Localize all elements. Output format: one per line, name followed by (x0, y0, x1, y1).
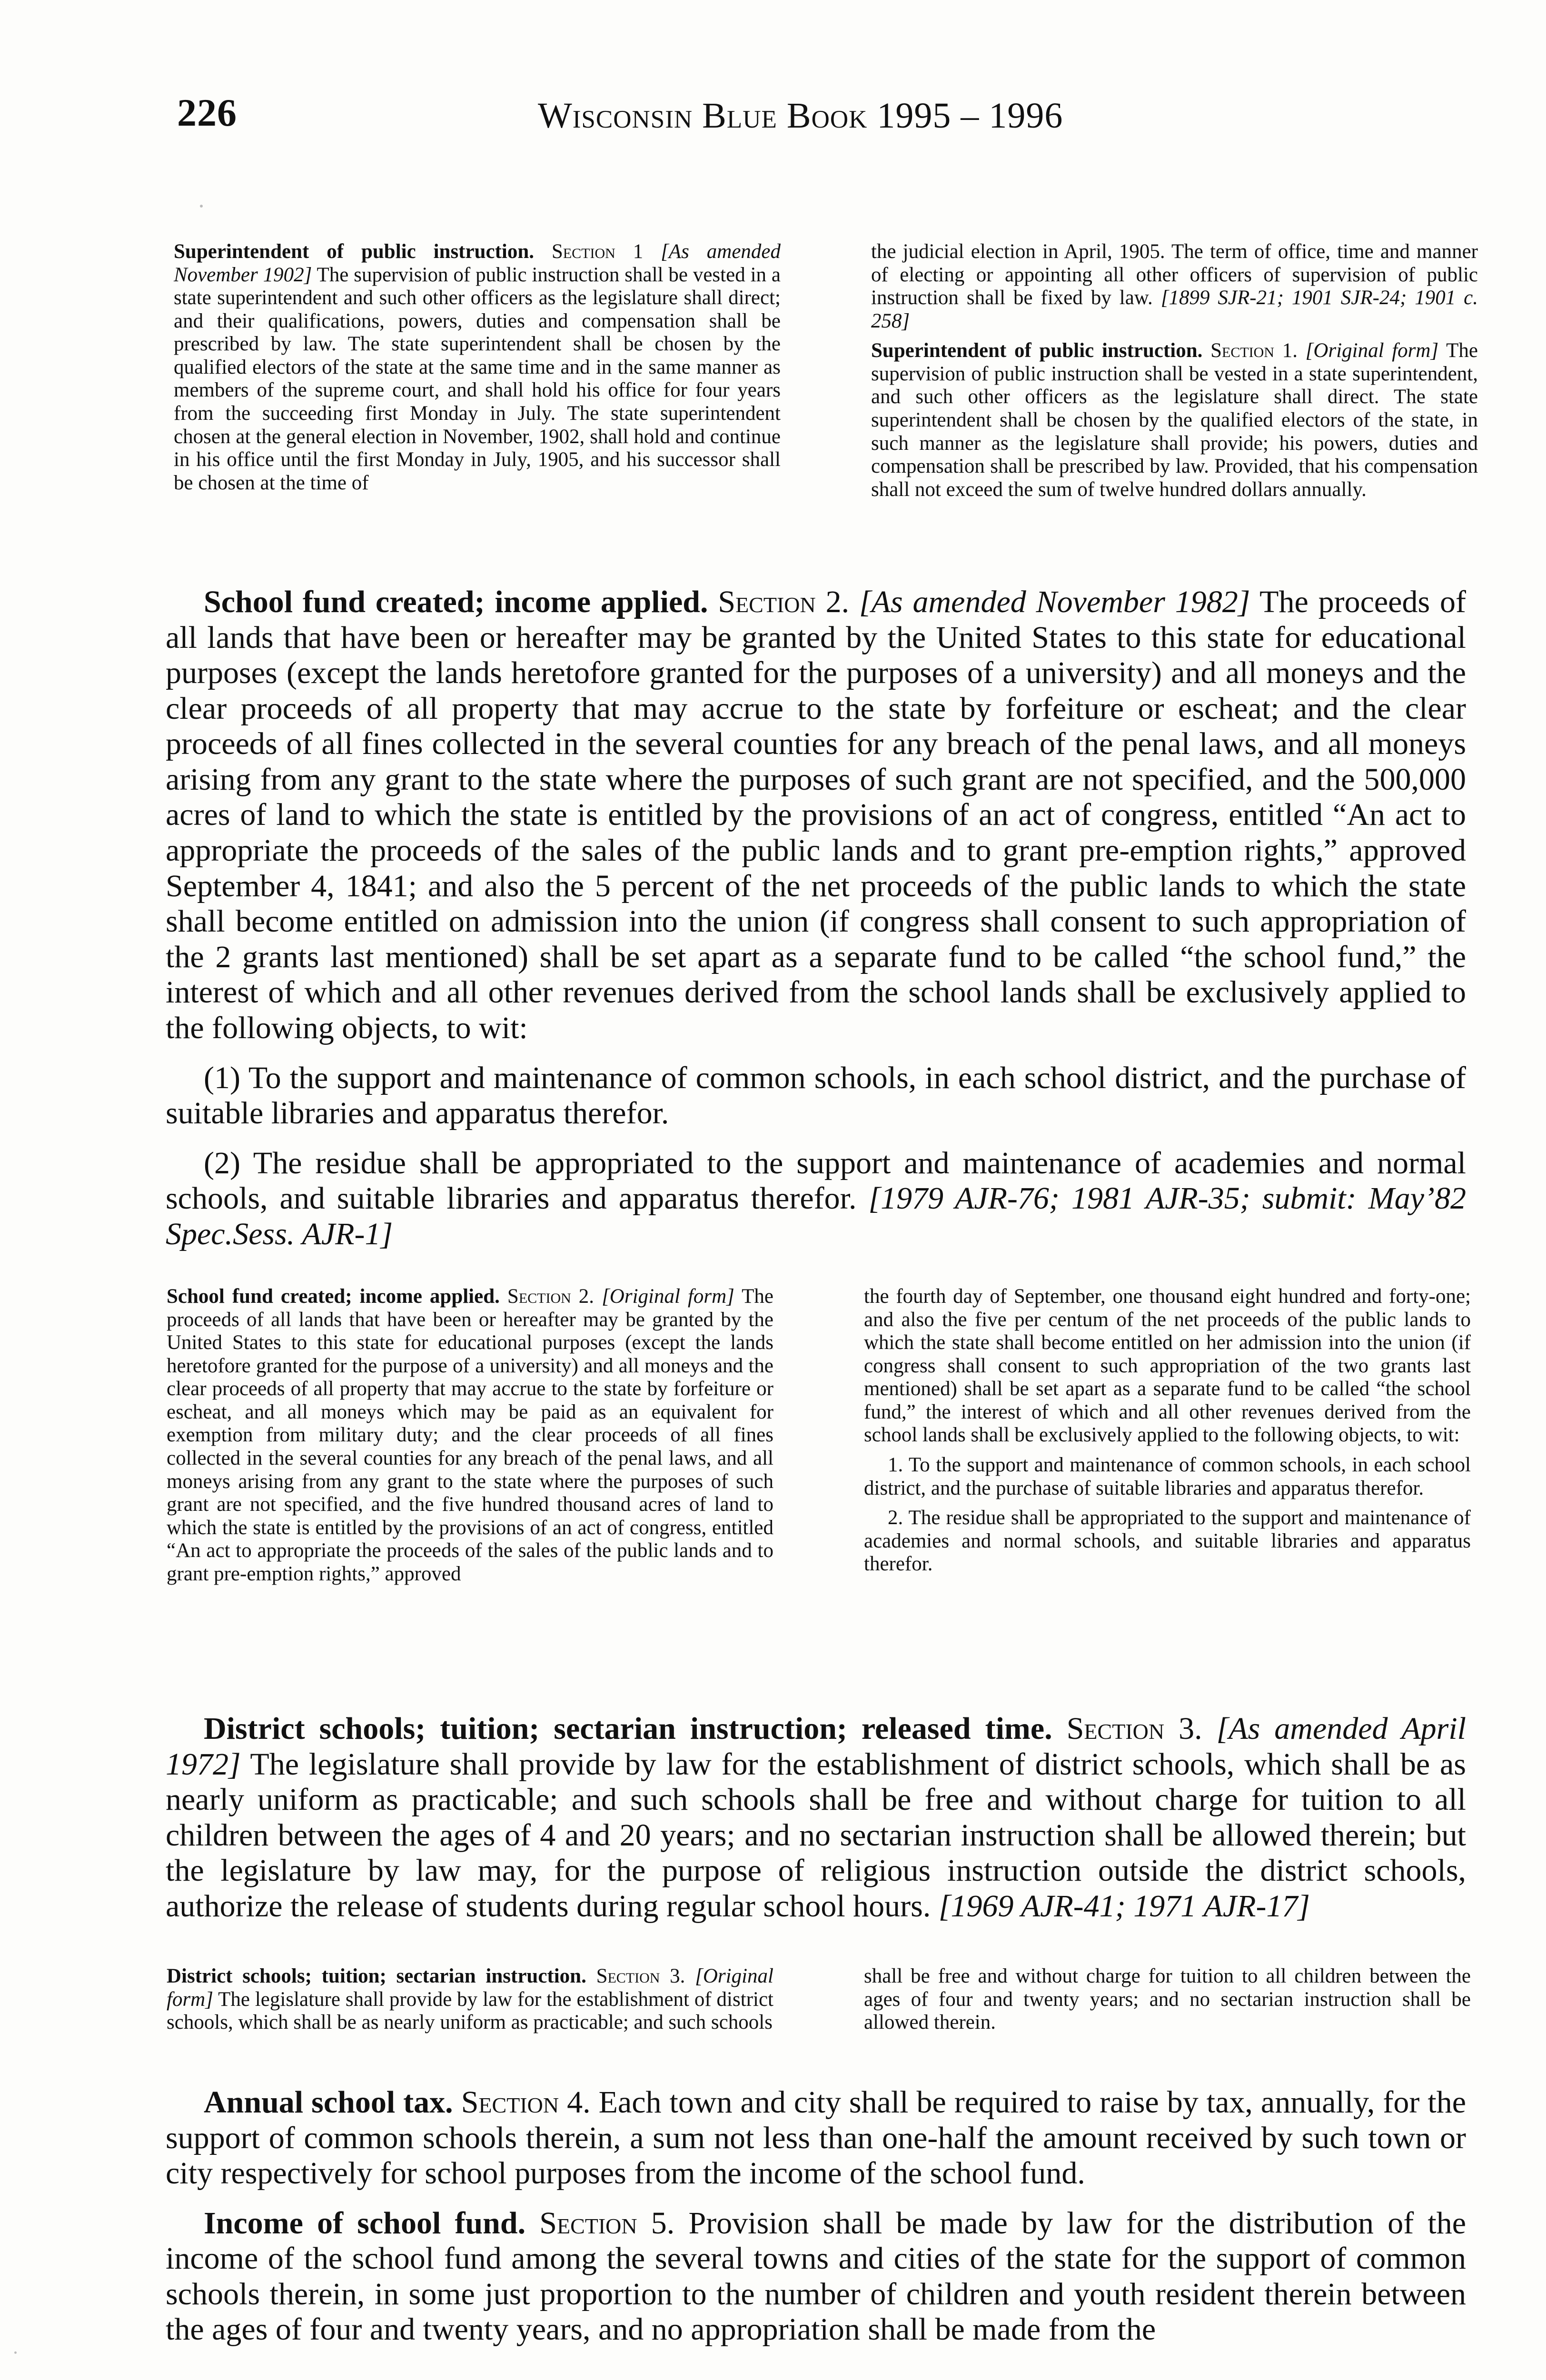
note-body: The supervision of public instruction shall be vested in a state superintendent, and such other officers as the legislature shall direct. The state superintendent shall be chosen by the qualified electors of the state, in such manner as the legislature shall provide; his powers, duties and compensation shall be prescribed by law. Provided, that his compensation shall not exceed the sum of twelve hundred dollars annually. (871, 339, 1478, 501)
note-right-column (871, 240, 1478, 501)
section-body: The legislature shall provide by law for the establishment of district schools, which shall be as nearly uniform as practicable; and such schools shall be free and without charge for tuition to all children between the ages of 4 and 20 years; and no sectarian instruction shall be allowed therein; but the legislature by law may, for the purpose of religious instruction outside the district schools, authorize the release of students during regular school hours. (166, 1746, 1466, 1924)
section-label: Section 2. (718, 585, 850, 619)
section-label: Section 2. (507, 1285, 595, 1308)
section-label: Section 3. (596, 1965, 685, 1987)
note-left-column (167, 1285, 773, 1586)
scan-speck (200, 205, 203, 208)
historical-note-section-1 (174, 240, 1478, 501)
amendment-note: [Original form] (602, 1285, 734, 1308)
running-head: Wisconsin Blue Book 1995 – 1996 (538, 96, 1063, 136)
note-paragraph: shall be free and without charge for tuition to all children between the ages of four and twenty years; and no sectarian instruction shall be allowed therein. (864, 1965, 1471, 2034)
section-paragraph (166, 2206, 1466, 2348)
section-heading: Annual school tax. (204, 2085, 453, 2120)
note-right-column (864, 1285, 1471, 1586)
section-2-text (166, 585, 1466, 1252)
amendment-note: [As amended November 1902] (174, 240, 781, 286)
historical-note-section-3 (167, 1965, 1471, 2034)
note-heading: Superintendent of public instruction. (871, 339, 1203, 362)
section-paragraph (166, 585, 1466, 1046)
note-heading: Superintendent of public instruction. (174, 240, 535, 263)
note-heading: District schools; tuition; sectarian instruction. (167, 1965, 586, 1987)
note-paragraph (871, 339, 1478, 501)
section-label: Section 4. (461, 2085, 591, 2120)
note-paragraph (174, 240, 781, 495)
section-body: Each town and city shall be required to raise by tax, annually, for the support of common schools therein, a sum not less than one-half the amount received by such town or city respectively for school purposes from the income of the school fund. (166, 2085, 1467, 2191)
note-list-item: 1. To the support and maintenance of common schools, in each school district, and the purchase of suitable libraries and apparatus therefor. (864, 1454, 1471, 1499)
note-body: The supervision of public instruction shall be vested in a state superintendent and such other officers as the legislature shall direct; and their qualifications, powers, duties and compensation shall be prescribed by law. The state superintendent shall be chosen by the qualified electors of the state at the same time and in the same manner as members of the supreme court, and shall hold his office for four years from the succeeding first Monday in July. The state superintendent chosen at the general election in November, 1902, shall hold and continue in his office until the first Monday in July, 1905, and his successor shall be chosen at the time of (174, 263, 781, 494)
section-heading: School fund created; income applied. (204, 585, 708, 619)
page-number: 226 (177, 91, 237, 134)
list-item: (1) To the support and maintenance of common schools, in each school district, and the purchase of suitable libraries and apparatus therefor. (166, 1060, 1466, 1131)
section-paragraph (166, 2085, 1466, 2192)
amendment-note: [As amended November 1982] (859, 585, 1250, 619)
section-label: Section 1 (551, 240, 644, 263)
amendment-note: [Original form] (167, 1965, 774, 2011)
note-body: the judicial election in April, 1905. The term of office, time and manner of electing or appointing all other officers of supervision of public instruction shall be fixed by law. (871, 240, 1478, 309)
note-body: The legislature shall provide by law for the establishment of district schools, which shall be as nearly uniform as practicable; and such schools (167, 1988, 773, 2034)
note-right-column (864, 1965, 1471, 2034)
historical-note-section-2 (167, 1285, 1471, 1586)
note-paragraph (167, 1965, 773, 2034)
citation: [1899 SJR-21; 1901 SJR-24; 1901 c. 258] (871, 287, 1478, 332)
section-3-text (166, 1711, 1466, 1924)
section-label: Section 5. (539, 2205, 675, 2241)
note-list-item: 2. The residue shall be appropriated to the support and maintenance of academies and normal schools, and suitable libraries and apparatus therefor. (864, 1507, 1471, 1576)
note-paragraph (167, 1285, 773, 1586)
section-paragraph (166, 1711, 1466, 1924)
note-paragraph: the fourth day of September, one thousand eight hundred and forty-one; and also the five per centum of the net proceeds of the public lands to which the state shall become entitled on her admission into the union (if congress shall consent to such appropriation of the two grants last mentioned) shall be set apart as a separate fund to be called “the school fund,” the interest of which and all other revenues derived from the school lands shall be exclusively applied to the following objects, to wit: (864, 1285, 1471, 1447)
sections-4-5-text (166, 2085, 1466, 2348)
section-label: Section 3. (1066, 1711, 1202, 1746)
amendment-note: [Original form] (1305, 339, 1439, 362)
note-heading: School fund created; income applied. (167, 1285, 500, 1308)
note-paragraph (871, 240, 1478, 333)
section-body: The proceeds of all lands that have been or hereafter may be granted by the United States to this state for educational purposes (except the lands heretofore granted for the purposes of a university) and all moneys and the clear proceeds of all property that may accrue to the state by forfeiture or escheat; and the clear proceeds of all fines collected in the several counties for any breach of the penal laws, and all moneys arising from any grant to the state where the purposes of such grant are not specified, and the 500,000 acres of land to which the state is entitled by the provisions of an act of congress, entitled “An act to appropriate the proceeds of the sales of the public lands and to grant pre-emption rights,” approved September 4, 1841; and also the 5 percent of the net proceeds of the public lands to which the state shall become entitled on admission into the union (if congress shall consent to such appropriation of the 2 grants last mentioned) shall be set apart as a separate fund to be called “the school fund,” the interest of which and all other revenues derived from the school lands shall be exclusively applied to the following objects, to wit: (166, 585, 1467, 1045)
scan-speck (14, 2351, 17, 2354)
note-left-column (167, 1965, 773, 2034)
section-label: Section 1. (1210, 339, 1298, 362)
citation: [1969 AJR-41; 1971 AJR-17] (938, 1888, 1310, 1924)
list-item (166, 1146, 1466, 1252)
section-body: Provision shall be made by law for the distribution of the income of the school fund among the several towns and cities of the state for the support of common schools therein, in some just proportion to the number of children and youth resident therein between the ages of four and twenty years, and no appropriation shall be made from the (166, 2205, 1467, 2347)
section-heading: District schools; tuition; sectarian instruction; released time. (204, 1711, 1052, 1746)
citation: [1979 AJR-76; 1981 AJR-35; submit: May’82 Spec.Sess. AJR-1] (166, 1181, 1467, 1251)
note-body: The proceeds of all lands that have been or hereafter may be granted by the United States to this state for educational purposes (except the lands heretofore granted for the purpose of a university) and all moneys and the clear proceeds of all property that may accrue to the state by forfeiture or escheat, and all moneys which may be paid as an equivalent for exemption from military duty; and the clear proceeds of all fines collected in the several counties for any breach of the penal laws, and all moneys arising from any grant to the state where the purposes of such grant are not specified, and the five hundred thousand acres of land to which the state is entitled by the provisions of an act of congress, entitled “An act to appropriate the proceeds of the sales of the public lands and to grant pre-emption rights,” approved (167, 1285, 774, 1585)
section-heading: Income of school fund. (204, 2205, 526, 2241)
list-item-text: (2) The residue shall be appropriated to the support and maintenance of academies and normal schools, and suitable libraries and apparatus therefor. (166, 1145, 1466, 1216)
note-left-column (174, 240, 781, 501)
amendment-note: [As amended April 1972] (166, 1711, 1467, 1782)
